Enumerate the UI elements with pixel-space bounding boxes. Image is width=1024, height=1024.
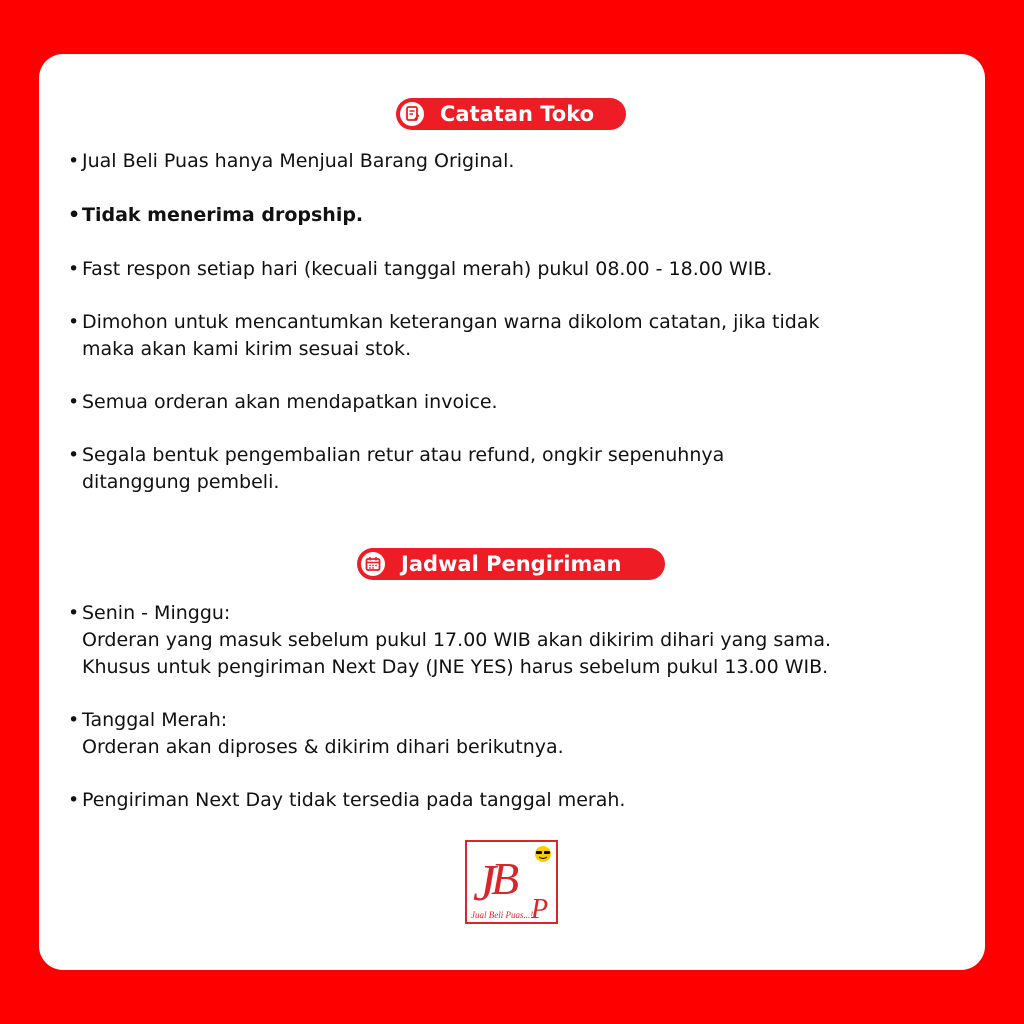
jadwal-pengiriman-header bbox=[357, 548, 665, 580]
jbp-logo bbox=[465, 840, 558, 924]
catatan-item bbox=[68, 389, 965, 416]
jadwal-item bbox=[68, 787, 965, 814]
note-icon bbox=[400, 102, 424, 126]
bullet: • bbox=[68, 602, 80, 624]
item-text: Dimohon untuk mencantumkan keterangan warna dikolom catatan, jika tidak bbox=[82, 311, 820, 333]
item-text: Tidak menerima dropship. bbox=[82, 204, 364, 226]
jadwal-pengiriman-title: Jadwal Pengiriman bbox=[401, 552, 622, 576]
catatan-item bbox=[68, 148, 965, 175]
catatan-item bbox=[68, 256, 965, 283]
item-text: Semua orderan akan mendapatkan invoice. bbox=[82, 391, 498, 413]
item-text: Jual Beli Puas hanya Menjual Barang Original. bbox=[82, 150, 515, 172]
bullet: • bbox=[68, 444, 80, 466]
item-text: Tanggal Merah: bbox=[82, 709, 228, 731]
info-card bbox=[39, 54, 985, 970]
jadwal-item bbox=[68, 600, 965, 681]
item-text: Segala bentuk pengembalian retur atau refund, ongkir sepenuhnya bbox=[82, 444, 725, 466]
jadwal-item bbox=[68, 707, 965, 761]
bullet: • bbox=[68, 789, 80, 811]
item-text: ditanggung pembeli. bbox=[82, 471, 280, 493]
svg-text:B: B bbox=[491, 853, 520, 904]
catatan-item-bold bbox=[68, 202, 965, 229]
item-text: Senin - Minggu: bbox=[82, 602, 231, 624]
calendar-icon bbox=[361, 552, 385, 576]
bullet: • bbox=[68, 391, 80, 413]
svg-text:J: J bbox=[473, 855, 497, 912]
catatan-item bbox=[68, 309, 965, 363]
catatan-toko-header bbox=[396, 98, 626, 130]
item-text: Fast respon setiap hari (kecuali tanggal merah) pukul 08.00 - 18.00 WIB. bbox=[82, 258, 773, 280]
catatan-toko-title: Catatan Toko bbox=[440, 102, 595, 126]
item-text: Orderan yang masuk sebelum pukul 17.00 WIB akan dikirim dihari yang sama. bbox=[82, 629, 832, 651]
item-text: Pengiriman Next Day tidak tersedia pada tanggal merah. bbox=[82, 789, 626, 811]
bullet: • bbox=[68, 311, 80, 333]
svg-text:P: P bbox=[531, 894, 549, 922]
item-text: maka akan kami kirim sesuai stok. bbox=[82, 338, 412, 360]
bullet: • bbox=[68, 709, 80, 731]
bullet: • bbox=[68, 258, 80, 280]
item-text: Khusus untuk pengiriman Next Day (JNE YES) harus sebelum pukul 13.00 WIB. bbox=[82, 656, 829, 678]
svg-text:Jual Beli Puas...!!: Jual Beli Puas...!! bbox=[471, 910, 537, 920]
bullet: • bbox=[68, 150, 80, 172]
bullet: • bbox=[68, 204, 81, 226]
item-text: Orderan akan diproses & dikirim dihari berikutnya. bbox=[82, 736, 564, 758]
catatan-item bbox=[68, 442, 965, 496]
